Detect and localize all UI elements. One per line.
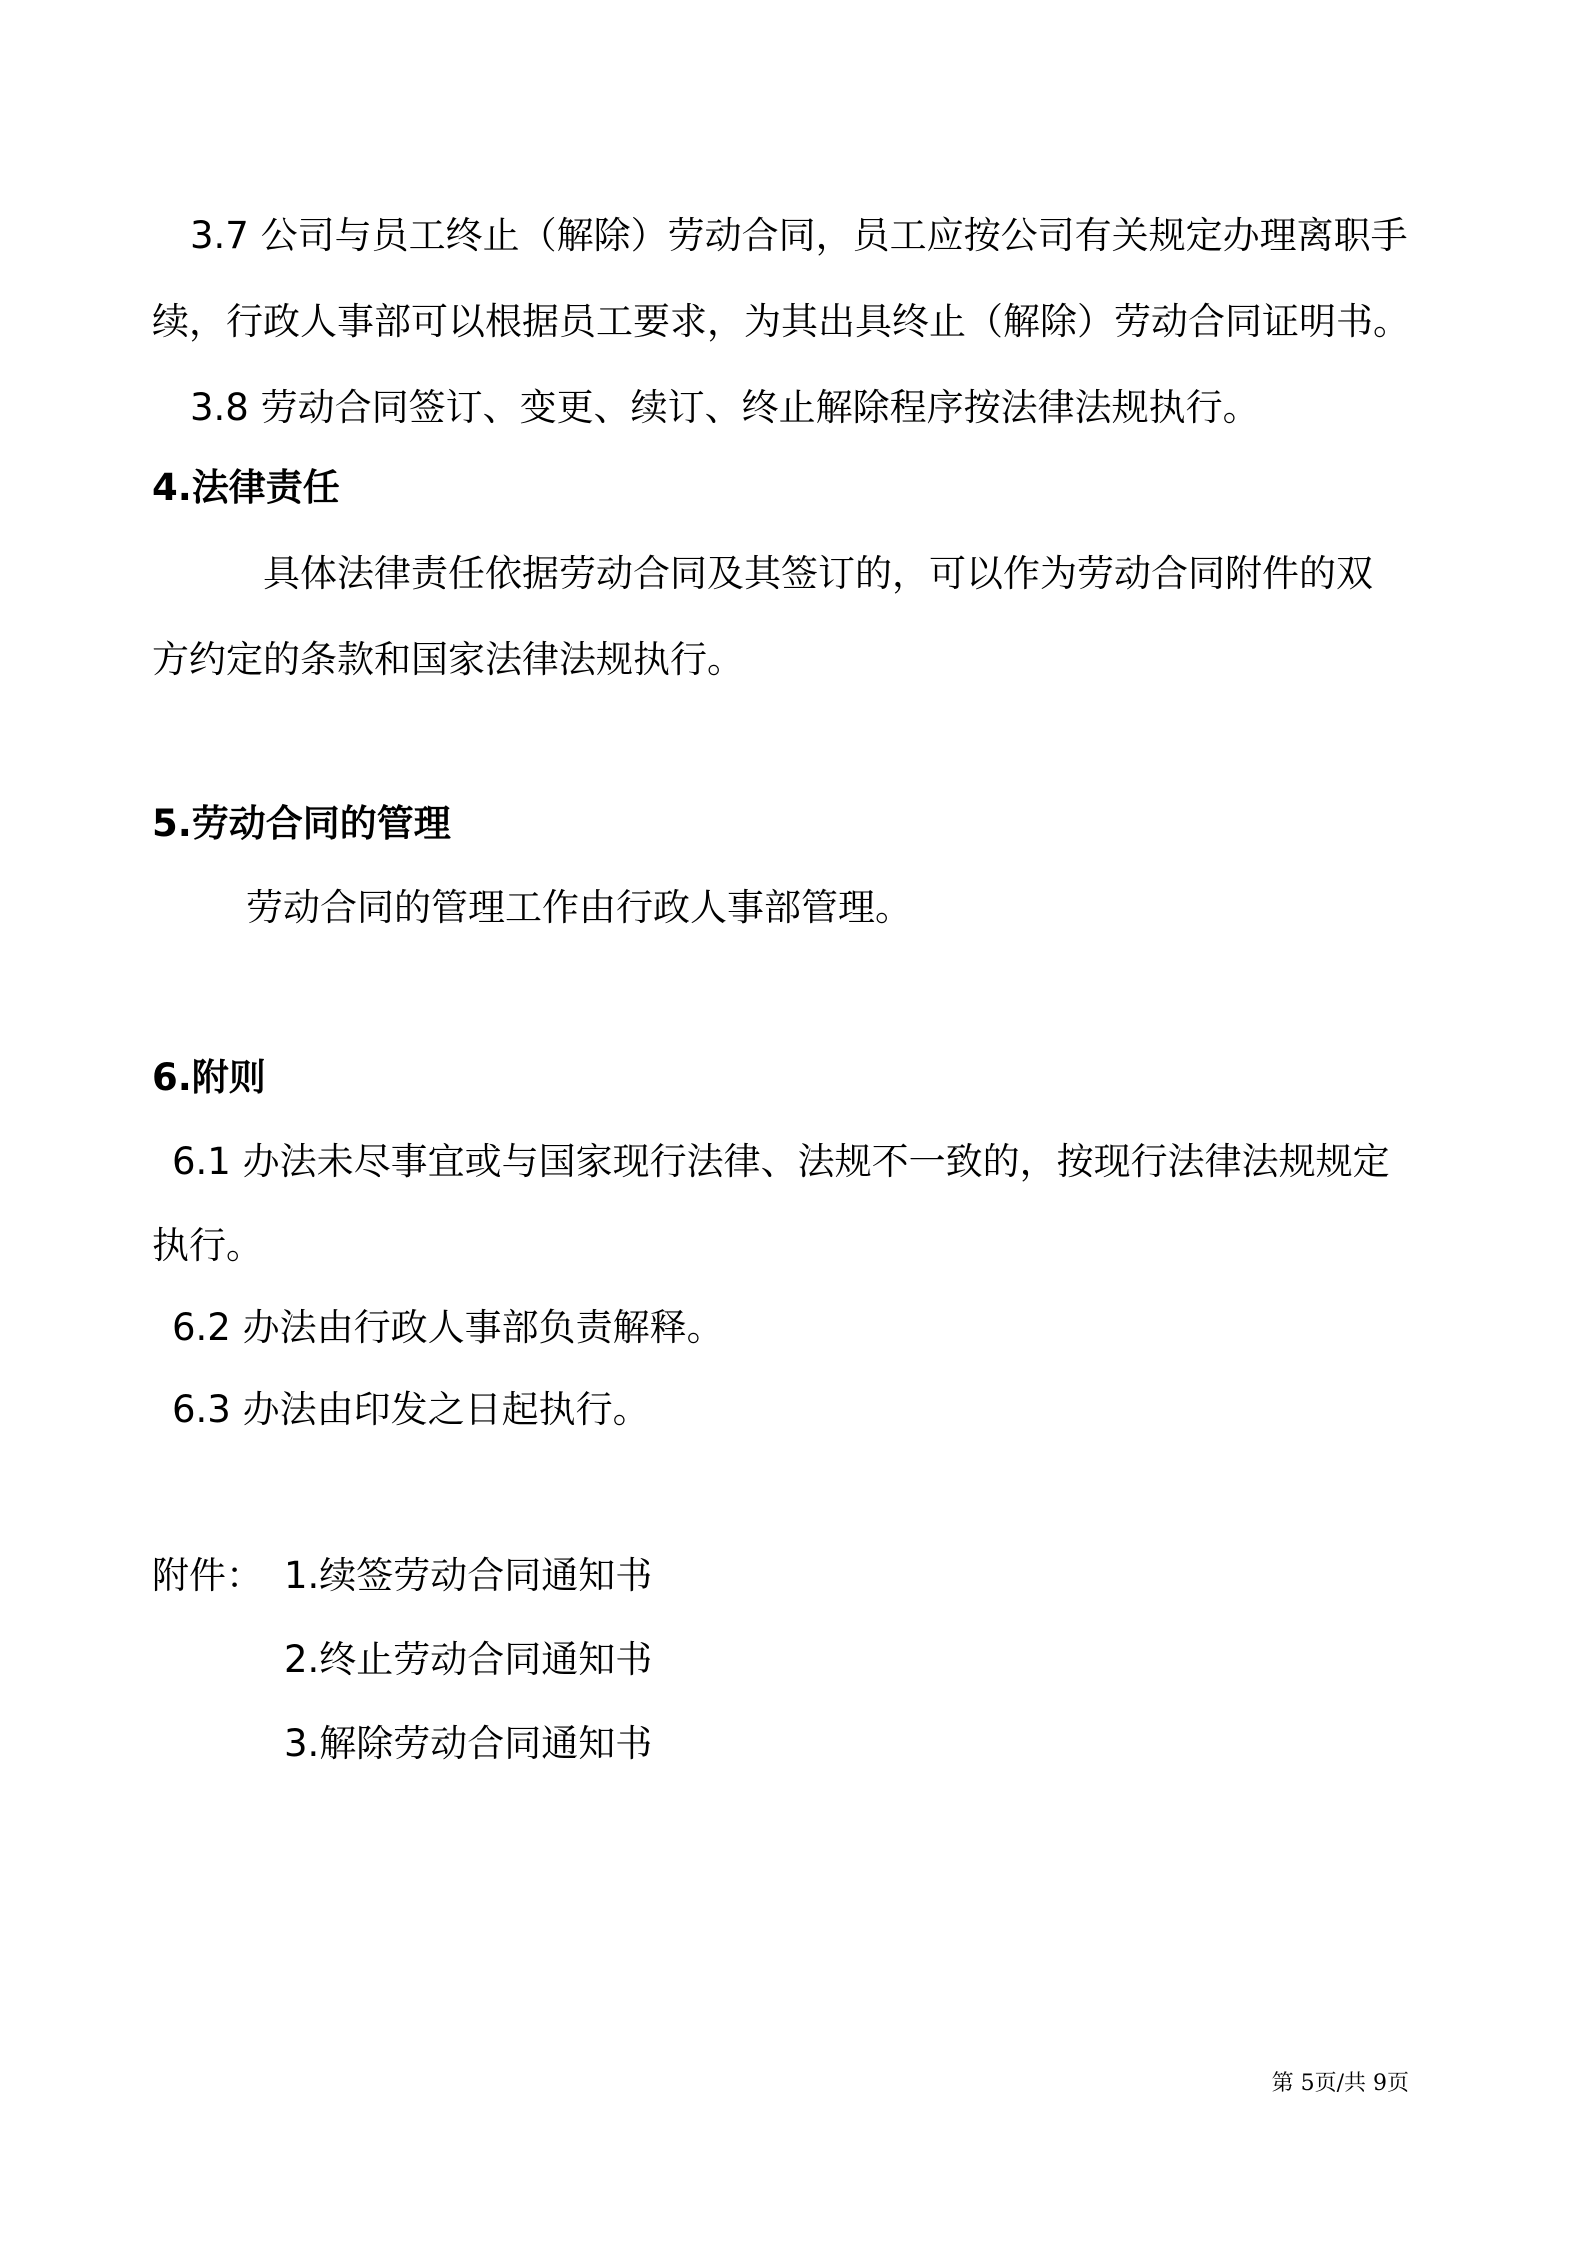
paragraph-6-3: 6.3 办法由印发之日起执行。 (172, 1388, 650, 1431)
paragraph-6-1-line-1: 6.1 办法未尽事宜或与国家现行法律、法规不一致的，按现行法律法规规定 (172, 1140, 1390, 1183)
attachment-item: 1.续签劳动合同通知书 (284, 1554, 653, 1597)
section-4-body-line-1: 具体法律责任依据劳动合同及其签订的，可以作为劳动合同附件的双 (263, 552, 1373, 595)
paragraph-3-7-line-1: 3.7 公司与员工终止（解除）劳动合同，员工应按公司有关规定办理离职手 (190, 214, 1408, 257)
attachments-label: 附件： (152, 1554, 263, 1597)
paragraph-3-7-line-2: 续，行政人事部可以根据员工要求，为其出具终止（解除）劳动合同证明书。 (152, 300, 1410, 343)
section-4-heading: 4.法律责任 (152, 466, 340, 509)
paragraph-6-1-line-2: 执行。 (152, 1224, 263, 1267)
section-5-heading: 5.劳动合同的管理 (152, 802, 451, 845)
page-number-footer: 第 5页/共 9页 (1271, 2071, 1409, 2096)
paragraph-6-2: 6.2 办法由行政人事部负责解释。 (172, 1306, 724, 1349)
paragraph-3-8: 3.8 劳动合同签订、变更、续订、终止解除程序按法律法规执行。 (190, 386, 1260, 429)
section-5-body: 劳动合同的管理工作由行政人事部管理。 (246, 886, 912, 929)
attachment-item: 2.终止劳动合同通知书 (284, 1638, 653, 1681)
section-4-body-line-2: 方约定的条款和国家法律法规执行。 (152, 638, 744, 681)
section-6-heading: 6.附则 (152, 1056, 266, 1099)
attachment-item: 3.解除劳动合同通知书 (284, 1722, 653, 1765)
